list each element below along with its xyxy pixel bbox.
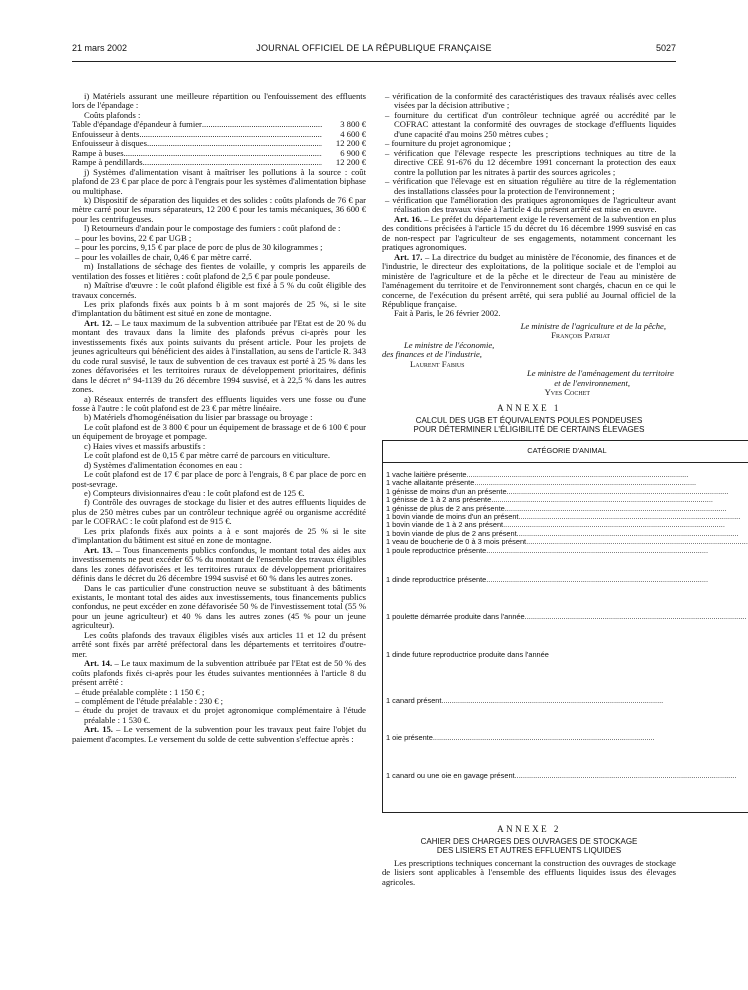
article-16: Art. 16. – Le préfet du département exige le reversement de la subvention en plus des conditions précisées à l'article 15 du décret du 16 décembre 1999 susvisé en cas de non-respect par l'agriculteur de ses engagements, notamment concernant les pratiques agronomiques. xyxy=(382,213,676,253)
left-column xyxy=(72,92,366,744)
page-header xyxy=(72,44,676,56)
signatory-name: Yves Cochet xyxy=(544,387,590,398)
signatory-role: et de l'environnement, xyxy=(554,377,630,388)
table-row: 1 bovin viande de moins d'un an présent ..... xyxy=(383,513,748,521)
table-row: 1 vache allaitante présente ..... xyxy=(383,479,748,487)
list-item: – complément de l'étude préalable : 230 € ; xyxy=(75,696,224,706)
column-header: CATÉGORIE D'ANIMAL xyxy=(383,440,748,462)
signatory-role: des finances et de l'industrie, xyxy=(382,349,482,360)
article-13-p2: Dans le cas particulier d'une construction neuve se substituant à des bâtiments existants, le montant total des aides aux investissements, tous financements publics confondus, ne peut excéder en zone défavorisée 50 % de l'investissement total (55 % pour un jeune agriculteur) et 40 % dans les autres zones (45 % pour un jeune agriculteur). xyxy=(72,582,366,631)
annex-1-title: ANNEXE 1 xyxy=(497,402,561,413)
list-item: – fourniture du projet agronomique ; xyxy=(385,138,511,149)
paragraph-i: i) Matériels assurant une meilleure répartition ou l'enfouissement des effluents lors de l'épandage : xyxy=(72,91,366,111)
table-row: 1 canard ou une oie en gavage présent ..... xyxy=(383,768,748,812)
paragraph-majoration: Les prix plafonds fixés aux points b à m sont majorés de 25 %, si le site d'implantation du bâtiment est situé en zone de montagne. xyxy=(72,298,366,319)
article-13: Art. 13. – Tous financements publics confondus, le montant total des aides aux investissements ne peut excéder 65 % du montant de l'ensemble des travaux éligibles dans les zones défavorisées et les territoires ruraux de développement prioritaires définis dans le décret du 26 décembre 1994 susvisé et 60 % dans les autres zones. xyxy=(72,544,367,584)
paragraph-j: j) Systèmes d'alimentation visant à maîtriser les pollutions à la source : coût plafond de 23 € par place de porc à l'engrais pour les systèmes d'alimentation biphase ou multiphase. xyxy=(72,166,366,196)
article-17: Art. 17. – La directrice du budget au ministère de l'économie, des finances et de l'industrie, le directeur des exploitations, de la politique sociale et de l'emploi au ministère de l'agriculture et de la pêche et le directeur de l'eau au ministère de l'aménagement du territoire et de l'environnement sont chargés, chacun en ce qui le concerne, de l'exécution du présent arrêté, qui sera publié au Journal officiel de la République française. xyxy=(382,251,676,309)
signatory-role: Le ministre de l'agriculture et de la pêche, xyxy=(520,320,666,331)
list-item: – pour les porcins, 9,15 € par place de porc de plus de 30 kilogrammes ; xyxy=(75,242,323,253)
list-item: – étude préalable complète : 1 150 € ; xyxy=(75,686,205,697)
list-item: – pour les volailles de chair, 0,46 € par mètre carré. xyxy=(75,251,252,262)
paragraph-majoration-2: Les prix plafonds fixés aux points a à e sont majorés de 25 % si le site d'implantation du bâtiment est situé en zone de montagne. xyxy=(72,525,366,546)
table-row: 1 poulette démarrée produite dans l'année ..... xyxy=(383,609,748,647)
cost-row: Rampe à pendillards ..... 12 200 € xyxy=(72,158,366,167)
article-13-p3: Les coûts plafonds des travaux éligibles visés aux articles 11 et 12 du présent arrêté sont fixés par arrêté préfectoral dans les départements et territoires d'outre-mer. xyxy=(72,629,366,659)
annex-2-title: ANNEXE 2 xyxy=(497,823,561,834)
list-item: – étude du projet de travaux et du projet agronomique complémentaire à l'étude préalable : 1 530 €. xyxy=(75,705,366,725)
list-item: – vérification que l'amélioration des pratiques agronomiques de l'agriculteur avant réalisation des travaux visée à l'article 4 du présent arrêté est mise en œuvre. xyxy=(385,194,676,215)
table-header-row xyxy=(383,440,748,462)
table-row: 1 génisse de 1 à 2 ans présente ..... xyxy=(383,496,748,504)
table-row: 1 bovin viande de 1 à 2 ans présent ..... xyxy=(383,521,748,529)
annex-1-subtitle: CALCUL DES UGB ET ÉQUIVALENTS POULES PONDEUSES xyxy=(415,415,643,425)
equivalence-table xyxy=(382,440,748,813)
paragraph-c: c) Haies vives et massifs arbustifs : xyxy=(84,440,206,451)
list-item: – vérification de la conformité des caractéristiques des travaux réalisés avec celles visées par la décision attributive ; xyxy=(385,91,676,111)
article-15: Art. 15. – Le versement de la subvention pour les travaux peut faire l'objet du paiement d'acomptes. Le versement du solde de cette subvention s'effectue après : xyxy=(72,724,367,744)
table-row: 1 dinde future reproductrice produite dans l'année xyxy=(383,647,748,693)
table-row: 1 bovin viande de plus de 2 ans présent ..... xyxy=(383,530,748,538)
table-row: 1 veau de boucherie de 0 à 3 mois présent ..... xyxy=(383,538,748,546)
header-date: 21 mars 2002 xyxy=(72,43,128,53)
article-12: Art. 12. – Le taux maximum de la subvention attribuée par l'Etat est de 20 % du montant des travaux dans la limite des plafonds prévus ci-après pour les investissements fixés aux points suivants du présent article. Pour les projets de jeunes agriculteurs qui bénéficient des aides à l'installation, au sens de l'article R. 343 du code rural susvisé, le taux de subvention de ces travaux est porté à 25 % dans les zones défavorisées et les territoires ruraux de développement prioritaires, définis dans le décret n° 94-1139 du 26 décembre 1994 susvisé, et à 22,5 % dans les autres zones. xyxy=(72,317,367,395)
paragraph-a: a) Réseaux enterrés de transfert des effluents liquides vers une fosse ou d'une fosse à l'autre : le coût plafond est de 23 € par mètre linéaire. xyxy=(72,393,366,413)
article-14: Art. 14. – Le taux maximum de la subvention attribuée par l'Etat est de 50 % des coûts plafonds fixés ci-après pour les études suivantes mentionnées à l'article 8 du présent arrêté : xyxy=(72,658,367,688)
list-item: – pour les bovins, 22 € par UGB ; xyxy=(75,232,192,243)
annex-1-subtitle: POUR DÉTERMINER L'ÉLIGIBILITÉ DE CERTAINS ÉLEVAGES xyxy=(413,424,645,434)
paragraph-m: m) Installations de séchage des fientes de volaille, y compris les appareils de ventilation des fosses et litières : coût plafond de 2,5 € par poule pondeuse. xyxy=(72,261,366,281)
list-item: – vérification que l'élevage respecte les prescriptions techniques au titre de la directive CEE 91-676 du 12 décembre 1991 concernant la protection des eaux contre la pollution par les nitrates à partir des sources agricoles ; xyxy=(385,147,676,177)
table-row: 1 génisse de moins d'un an présente ..... xyxy=(383,488,748,496)
paragraph-d: d) Systèmes d'alimentation économes en eau : xyxy=(84,459,243,470)
table-row: 1 canard présent ..... xyxy=(383,693,748,731)
page-number: 5027 xyxy=(655,43,676,53)
signature-block xyxy=(382,322,676,398)
right-column xyxy=(382,92,676,887)
journal-title: JOURNAL OFFICIEL DE LA RÉPUBLIQUE FRANÇAISE xyxy=(256,43,492,53)
list-item: – vérification que l'élevage est en situation régulière au titre de la réglementation des installations classées pour la protection de l'environnement ; xyxy=(385,176,676,196)
paragraph-n: n) Maîtrise d'œuvre : le coût plafond éligible est fixé à 5 % du coût éligible des travaux concernés. xyxy=(72,280,366,300)
annex-2-subtitle: CAHIER DES CHARGES DES OUVRAGES DE STOCKAGE xyxy=(420,837,638,847)
paragraph-b2: Le coût plafond est de 3 800 € pour un équipement de brassage et de 6 100 € pour un équipement de broyage et pompage. xyxy=(72,421,366,442)
paragraph-c2: Le coût plafond est de 0,15 € par mètre carré de parcours en viticulture. xyxy=(84,450,331,461)
cost-list xyxy=(72,120,366,167)
paragraph-f: f) Contrôle des ouvrages de stockage du lisier et des autres effluents liquides de plus de 250 mètres cubes par un contrôleur technique agréé ou organisme accrédité par le COFRAC : le coût plafond est de 915 €. xyxy=(72,497,366,527)
cost-row: Rampe à buses ..... 6 900 € xyxy=(72,149,366,158)
table-row: 1 oie présente ..... xyxy=(383,730,748,768)
signatory-name: Laurent Fabius xyxy=(410,358,465,369)
paragraph-e: e) Compteurs divisionnaires d'eau : le coût plafond est de 125 €. xyxy=(84,488,305,499)
annex-2-subtitle: DES LISIERS ET AUTRES EFFLUENTS LIQUIDES xyxy=(436,846,622,856)
list-item: – fourniture du certificat d'un contrôleur technique agréé ou accrédité par le COFRAC attestant la conformité des ouvrages de stockage d'effluents liquides d'une capacité d'au moins 250 mètres cubes ; xyxy=(385,109,676,139)
paragraph-d2: Le coût plafond est de 17 € par place de porc à l'engrais, 8 € par place de porc en post-sevrage. xyxy=(72,469,366,489)
table-row: 1 dinde reproductrice présente ..... xyxy=(383,572,748,610)
done-at: Fait à Paris, le 26 février 2002. xyxy=(394,308,501,319)
table-row: 1 poule reproductrice présente ..... xyxy=(383,547,748,572)
signatory-name: François Patriat xyxy=(551,330,610,341)
signatory-role: Le ministre de l'aménagement du territoire xyxy=(526,368,674,379)
cost-row: Table d'épandage d'épandeur à fumier ..... 3 800 € xyxy=(72,120,366,129)
paragraph-k: k) Dispositif de séparation des liquides et des solides : coûts plafonds de 76 € par mètre carré pour les murs séparateurs, 12 200 € pour les tamis mécaniques, 36 600 € pour les centrifugeuses. xyxy=(72,194,366,224)
annex-2-text: Les prescriptions techniques concernant la construction des ouvrages de stockage de lisiers sont applicables à l'ensemble des effluents liquides issus des élevages agricoles. xyxy=(382,858,676,887)
cost-row: Enfouisseur à dents ..... 4 600 € xyxy=(72,130,366,139)
header-rule xyxy=(72,61,676,62)
paragraph-b: b) Matériels d'homogénéisation du lisier par brassage ou broyage : xyxy=(84,412,313,423)
signatory-role: Le ministre de l'économie, xyxy=(404,339,495,350)
paragraph-l: l) Retourneurs d'andain pour le compostage des fumiers : coût plafond de : xyxy=(84,223,341,234)
table-row: 1 génisse de plus de 2 ans présente ..... xyxy=(383,505,748,513)
costs-caption: Coûts plafonds : xyxy=(84,109,141,120)
table-row: 1 vache laitière présente ..... xyxy=(383,462,748,479)
cost-row: Enfouisseur à disques ..... 12 200 € xyxy=(72,139,366,148)
